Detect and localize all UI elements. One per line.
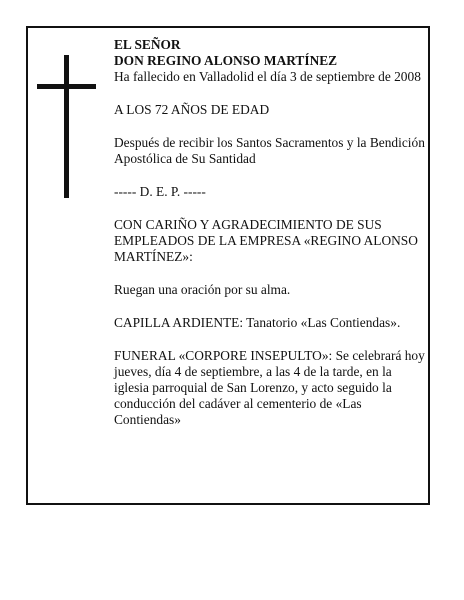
cross-horizontal-bar [37,84,96,89]
spacer [114,331,426,348]
age-line: A LOS 72 AÑOS DE EDAD [114,102,270,117]
employees-line: CON CARIÑO Y AGRADECIMIENTO DE SUS EMPLEADOS DE LA EMPRESA «REGINO ALONSO MARTÍNEZ»: [114,217,418,264]
spacer [114,200,426,217]
funeral-line: FUNERAL «CORPORE INSEPULTO»: Se celebrará hoy jueves, día 4 de septiembre, a las 4 de la tarde, en la iglesia parroquial de San Lorenzo, y acto seguido la conducción del cadáver al cementerio de «Las Contiendas» [114,348,425,427]
obituary-text [114,37,426,428]
spacer [114,298,426,315]
rip-line: ----- D. E. P. ----- [114,184,206,199]
cross-vertical-bar [64,55,69,198]
chapel-line: CAPILLA ARDIENTE: Tanatorio «Las Contiendas». [114,315,401,330]
death-line: Ha fallecido en Valladolid el día 3 de septiembre de 2008 [114,69,421,84]
spacer [114,118,426,135]
prayer-line: Ruegan una oración por su alma. [114,282,291,297]
spacer [114,167,426,184]
spacer [114,85,426,102]
title-line-1: EL SEÑOR [114,37,181,52]
sacraments-line: Después de recibir los Santos Sacramentos y la Bendición Apostólica de Su Santidad [114,135,425,166]
spacer [114,265,426,282]
title-line-2: DON REGINO ALONSO MARTÍNEZ [114,53,338,68]
